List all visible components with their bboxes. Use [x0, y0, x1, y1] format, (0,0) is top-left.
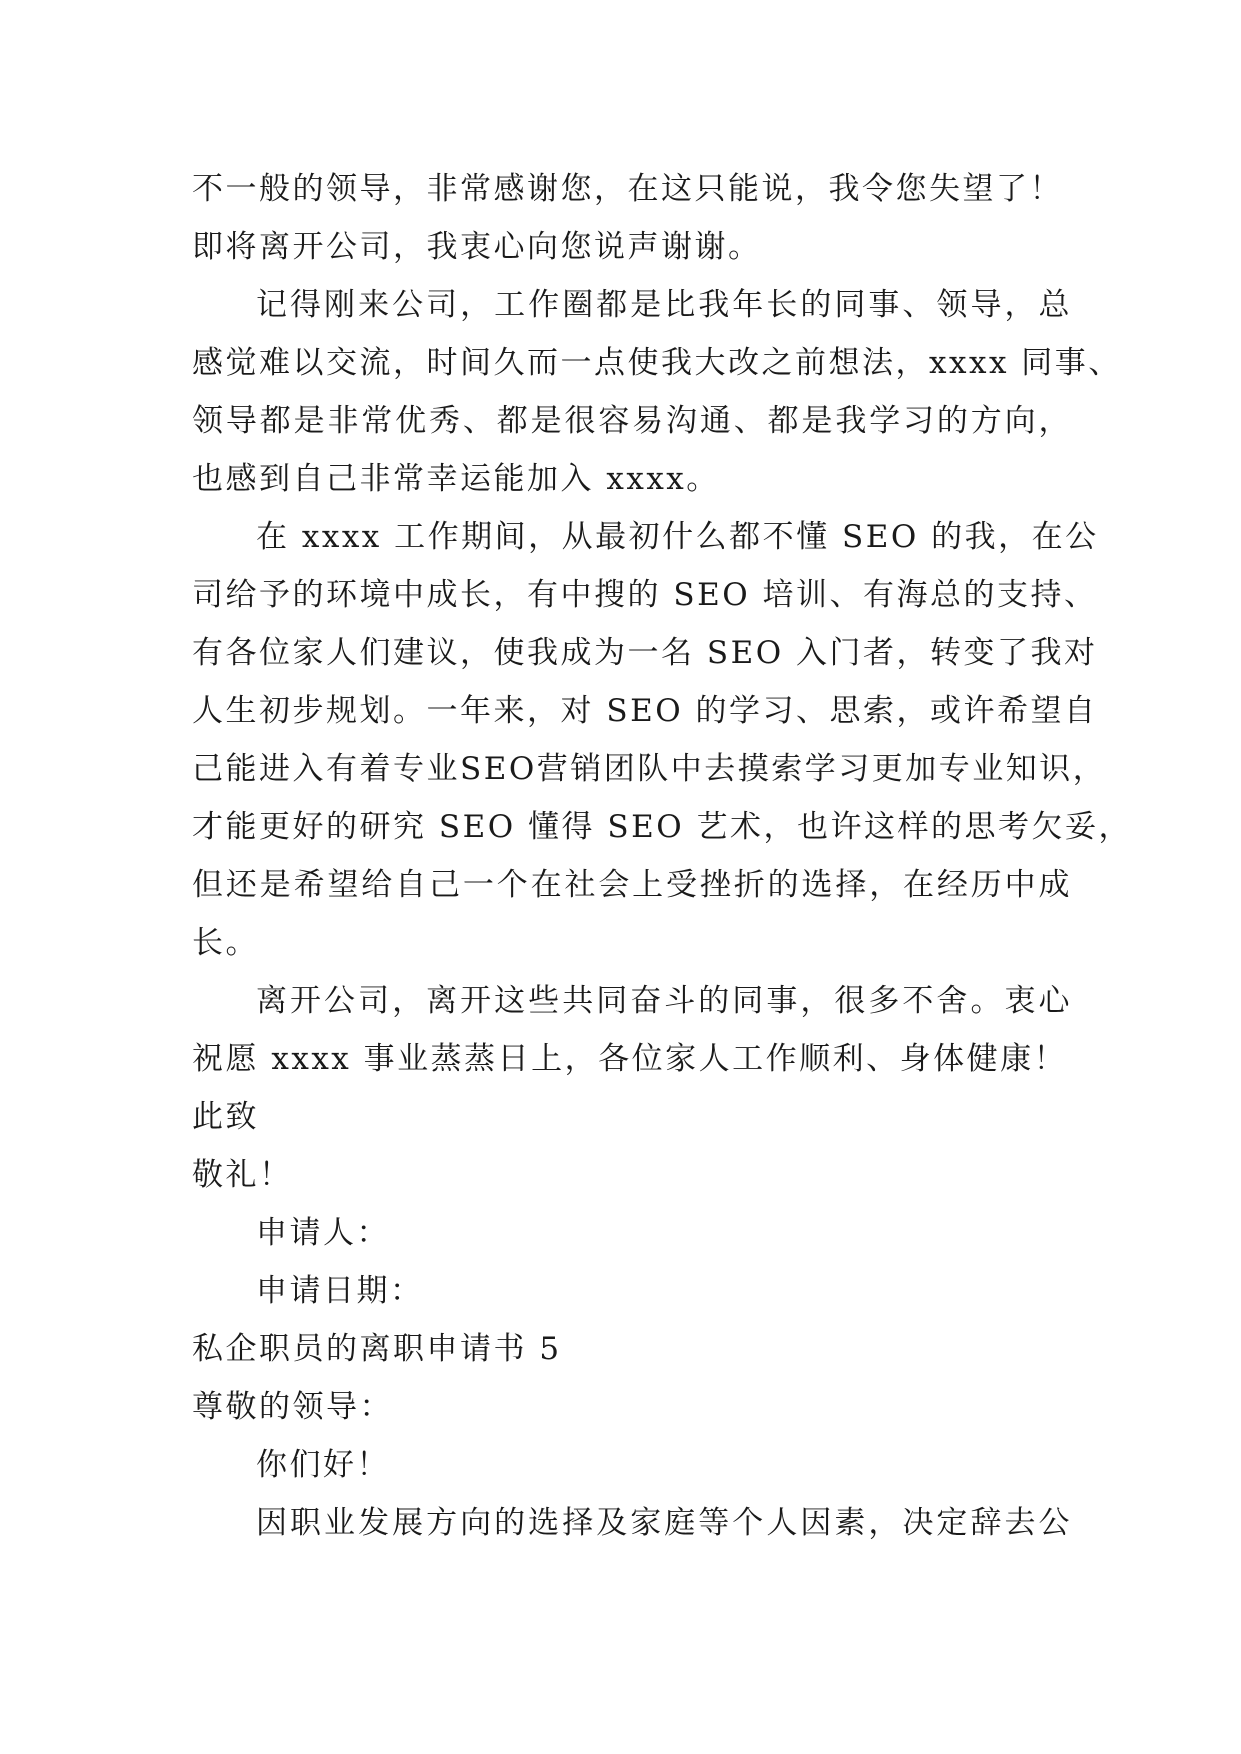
- text-line: 即将离开公司，我衷心向您说声谢谢。: [192, 229, 762, 265]
- text-line: 己能进入有着专业SEO营销团队中去摸索学习更加专业知识，: [192, 751, 1107, 787]
- text-line: 有各位家人们建议，使我成为一名 SEO 入门者，转变了我对: [192, 635, 1098, 671]
- text-line: 人生初步规划。一年来，对 SEO 的学习、思索，或许希望自: [192, 693, 1098, 729]
- text-line: 不一般的领导，非常感谢您，在这只能说，我令您失望了！: [192, 171, 1063, 207]
- text-line: 私企职员的离职申请书 5: [192, 1331, 562, 1367]
- text-line: 领导都是非常优秀、都是很容易沟通、都是我学习的方向，: [192, 403, 1072, 439]
- document-body: [192, 160, 1132, 1552]
- text-line: 此致: [192, 1099, 259, 1135]
- text-line: 才能更好的研究 SEO 懂得 SEO 艺术，也许这样的思考欠妥，: [192, 809, 1132, 845]
- text-line: 也感到自己非常幸运能加入 xxxx。: [192, 461, 720, 497]
- text-line: 在 xxxx 工作期间，从最初什么都不懂 SEO 的我，在公: [256, 519, 1099, 555]
- text-line: 敬礼！: [192, 1157, 293, 1193]
- text-line: 因职业发展方向的选择及家庭等个人因素，决定辞去公: [256, 1505, 1072, 1541]
- text-line: 申请日期：: [256, 1273, 424, 1309]
- text-line: 司给予的环境中成长，有中搜的 SEO 培训、有海总的支持、: [192, 577, 1098, 613]
- text-line: 离开公司，离开这些共同奋斗的同事，很多不舍。衷心: [256, 983, 1072, 1019]
- text-line: 你们好！: [256, 1447, 390, 1483]
- text-line: 但还是希望给自己一个在社会上受挫折的选择，在经历中成: [192, 867, 1072, 903]
- text-line: 记得刚来公司，工作圈都是比我年长的同事、领导，总: [256, 287, 1072, 323]
- text-line: 长。: [192, 925, 259, 961]
- text-line: 祝愿 xxxx 事业蒸蒸日上，各位家人工作顺利、身体健康！: [192, 1041, 1068, 1077]
- text-line: 尊敬的领导：: [192, 1389, 393, 1425]
- text-line: 申请人：: [256, 1215, 390, 1251]
- text-line: 感觉难以交流，时间久而一点使我大改之前想法，xxxx 同事、: [192, 345, 1122, 381]
